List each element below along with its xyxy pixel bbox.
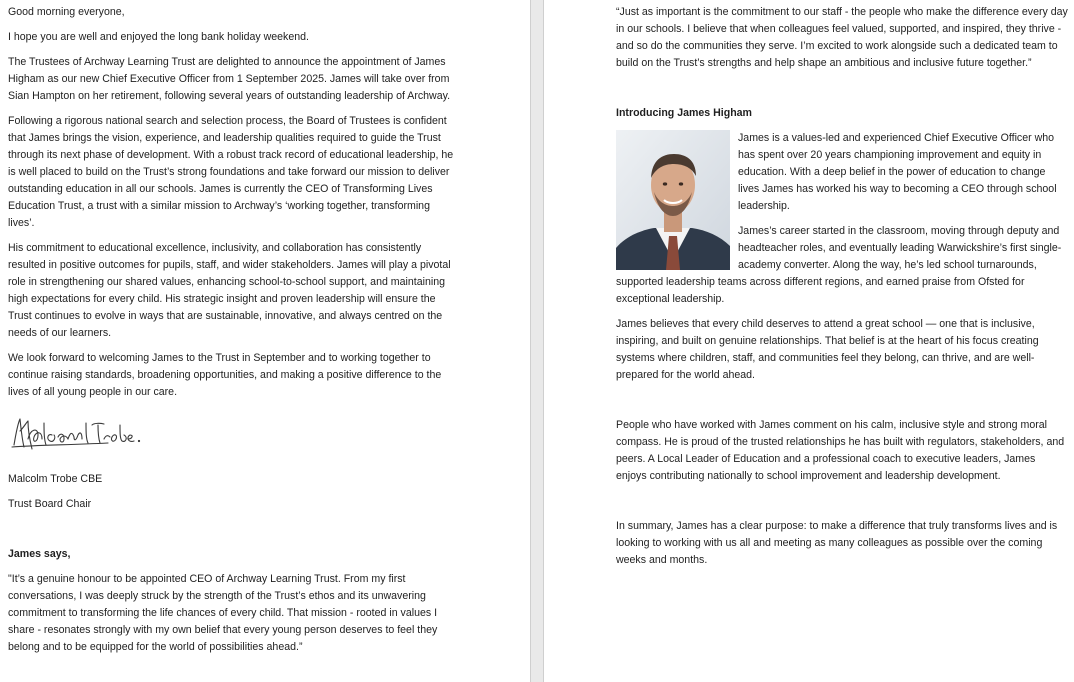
paragraph-selection: Following a rigorous national search and selection process, the Board of Trustees is confident that James brings the vision, experience, and leadership qualities required to guide the Trust through its next phase of development. With a robust track record of educational leadership, he is well placed to build on the Trust’s strong foundations and take forward our mission to deliver outstanding education in all our schools. James is currently the CEO of Transforming Lives Education Trust, a trust with a similar mission to Archway’s ‘working together, transforming lives’. <box>8 115 454 229</box>
greeting: Good morning everyone, <box>8 6 125 18</box>
bio-belief: James believes that every child deserves to attend a great school — one that is inclusive, inspiring, and built on genuine relationships. That belief is at the heart of his focus creating systems where children, staff, and communities feel they belong, can thrive, and are well-prepared for the world ahead. <box>616 318 1039 381</box>
paragraph-commitment: His commitment to educational excellence, inclusivity, and collaboration has consistently resulted in positive outcomes for pupils, staff, and wider stakeholders. James will play a pivotal role in strengthening our shared values, enhancing school-to-school support, and maintaining high expectations for every child. His strategic insight and proven leadership will ensure the Trust continues to evolve in ways that are sustainable, innovative, and always centred on the needs of our learners. <box>8 242 451 339</box>
handwritten-signature <box>8 409 458 461</box>
bio-values-led: James is a values-led and experienced Chief Executive Officer who has spent over 20 years championing improvement and equity in education. With a deep belief in the power of education to change lives James has worked his way to becoming a CEO through school leadership. <box>738 132 1057 212</box>
bio-summary: In summary, James has a clear purpose: to make a difference that truly transforms lives and is looking to working with us all and meeting as many colleagues as possible over the coming weeks and months. <box>616 520 1058 566</box>
paragraph-holiday: I hope you are well and enjoyed the long bank holiday weekend. <box>8 31 309 43</box>
signer-name: Malcolm Trobe CBE <box>8 473 103 485</box>
paragraph-welcome: We look forward to welcoming James to the Trust in September and to working together to continue raising standards, broadening opportunities, and making a positive difference to the lives of all young people in our care. <box>8 352 442 398</box>
quote-staff: “Just as important is the commitment to our staff - the people who make the difference every day in our schools. I believe that when colleagues feel valued, supported, and inspired, they thrive - and so do the communities they serve. I’m excited to work alongside such a dedicated team to build on the Trust’s strengths and help shape an ambitious and inclusive future together.” <box>616 6 1068 69</box>
right-column <box>616 4 1068 577</box>
left-column <box>8 4 458 664</box>
signer-role: Trust Board Chair <box>8 498 92 510</box>
james-says-heading: James says, <box>8 548 71 560</box>
bio-style: People who have worked with James comment on his calm, inclusive style and strong moral compass. He is proud of the trusted relationships he has built with regulators, stakeholders, and peers. A Local Leader of Education and a professional coach to executive leaders, James enjoys contributing nationally to school improvement and leadership development. <box>616 419 1065 482</box>
portrait-photo <box>616 130 730 270</box>
intro-heading: Introducing James Higham <box>616 107 752 119</box>
quote-honour: "It’s a genuine honour to be appointed CEO of Archway Learning Trust. From my first conversations, I was deeply struck by the strength of the Trust’s ethos and its unwavering commitment to transforming the life chances of every child. That mission - rooted in values I share - resonates strongly with my own belief that every young person deserves to feel they belong and to be equipped for the world of possibilities ahead.” <box>8 573 438 653</box>
page-gutter <box>530 0 544 682</box>
bio-career: James’s career started in the classroom, moving through deputy and headteacher roles, and eventually leading Warwickshire’s first single-academy converter. Along the way, he’s led school turnarounds, supported leadership teams across different regions, and earned praise from Ofsted for exceptional leadership. <box>616 225 1062 305</box>
paragraph-appointment: The Trustees of Archway Learning Trust are delighted to announce the appointment of James Higham as our new Chief Executive Officer from 1 September 2025. James will take over from Sian Hampton on her retirement, following several years of outstanding leadership of Archway. <box>8 56 451 102</box>
